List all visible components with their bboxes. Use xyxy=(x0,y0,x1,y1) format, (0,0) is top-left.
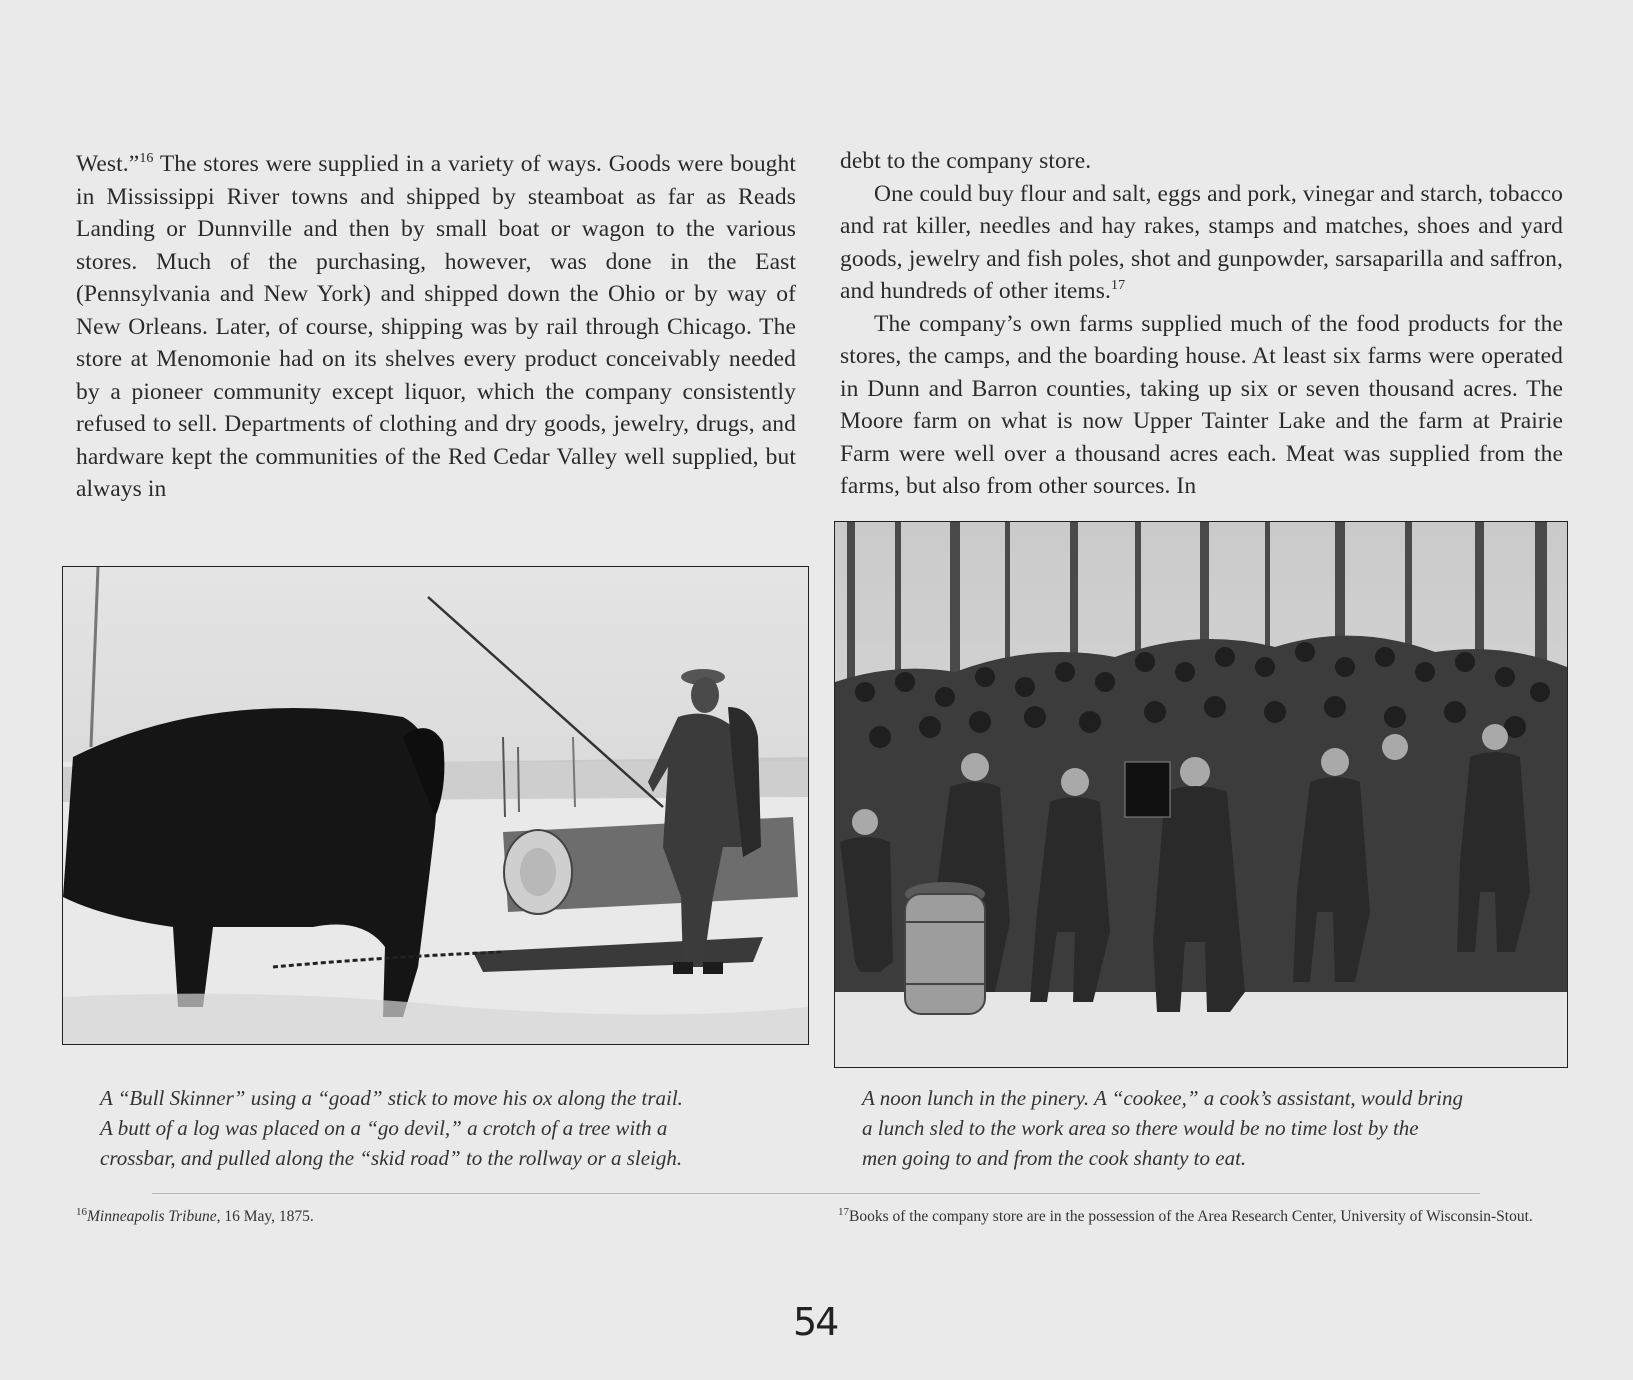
caption-line: A “Bull Skinner” using a “goad” stick to move his ox along the trail. xyxy=(100,1086,683,1110)
footnote-number: 17 xyxy=(838,1206,849,1218)
footnote-text: Books of the company store are in the possession of the Area Research Center, University of Wisconsin-Stout. xyxy=(849,1208,1533,1225)
footnote-divider xyxy=(152,1193,1480,1194)
footnote-17 xyxy=(838,1206,1562,1227)
left-paragraph xyxy=(76,148,796,506)
page-number: 54 xyxy=(793,1300,838,1344)
caption-left xyxy=(100,1083,760,1173)
footnote-number: 16 xyxy=(76,1206,87,1218)
caption-line: A noon lunch in the pinery. A “cookee,” a cook’s assistant, would bring xyxy=(862,1086,1464,1110)
footnote-text: , 16 May, 1875. xyxy=(216,1208,314,1225)
text-fragment: West.” xyxy=(76,151,140,177)
ox-and-log-photo-illustration xyxy=(63,567,808,1044)
right-paragraph-3: The company’s own farms supplied much of the food products for the stores, the camps, and the boarding house. At least six farms were operated in Dunn and Barron counties, taking up six or seven thousand acres. The Moore farm on what is now Upper Tainter Lake and the farm at Prairie Farm were well over a thousand acres each. Meat was supplied from the farms, but also from other sources. In xyxy=(840,310,1563,499)
right-text-column xyxy=(840,145,1563,503)
caption-line: a lunch sled to the work area so there would be no time lost by the xyxy=(862,1116,1419,1140)
caption-line: crossbar, and pulled along the “skid road” to the rollway or a sleigh. xyxy=(100,1146,683,1170)
footnote-ref-17[interactable]: 17 xyxy=(1111,278,1126,293)
footnote-source-title: Minneapolis Tribune xyxy=(87,1208,217,1225)
caption-right xyxy=(862,1083,1542,1173)
text-fragment: One could buy flour and salt, eggs and pork, vinegar and starch, tobacco and rat killer, needles and hay rakes, stamps and matches, shoes and yard goods, jewelry and fish poles, shot and gunpowder, sarsaparilla and saffron, and hundreds of other items. xyxy=(840,180,1563,304)
left-text-column xyxy=(76,148,796,506)
footnote-ref-16[interactable]: 16 xyxy=(139,151,154,166)
right-paragraph-2 xyxy=(840,178,1563,308)
photo-bull-skinner xyxy=(62,566,809,1045)
loggers-lunch-photo-illustration xyxy=(835,522,1567,1067)
photo-noon-lunch xyxy=(834,521,1568,1068)
footnote-16 xyxy=(76,1206,676,1227)
text-fragment: The stores were supplied in a variety of ways. Goods were bought in Mississippi River towns and shipped by steamboat as far as Reads Landing or Dunnville and then by small boat or wagon to the various stores. Much of the purchasing, however, was done in the East (Pennsylvania and New York) and shipped down the Ohio or by way of New Orleans. Later, of course, shipping was by rail through Chicago. The store at Menomonie had on its shelves every product conceivably needed by a pioneer community except liquor, which the company consistently refused to sell. Departments of clothing and dry goods, jewelry, drugs, and hardware kept the communities of the Red Cedar Valley well supplied, but always in xyxy=(76,151,796,502)
right-paragraph-1: debt to the company store. xyxy=(840,148,1092,174)
caption-line: A butt of a log was placed on a “go devil,” a crotch of a tree with a xyxy=(100,1116,668,1140)
caption-line: men going to and from the cook shanty to eat. xyxy=(862,1146,1247,1170)
